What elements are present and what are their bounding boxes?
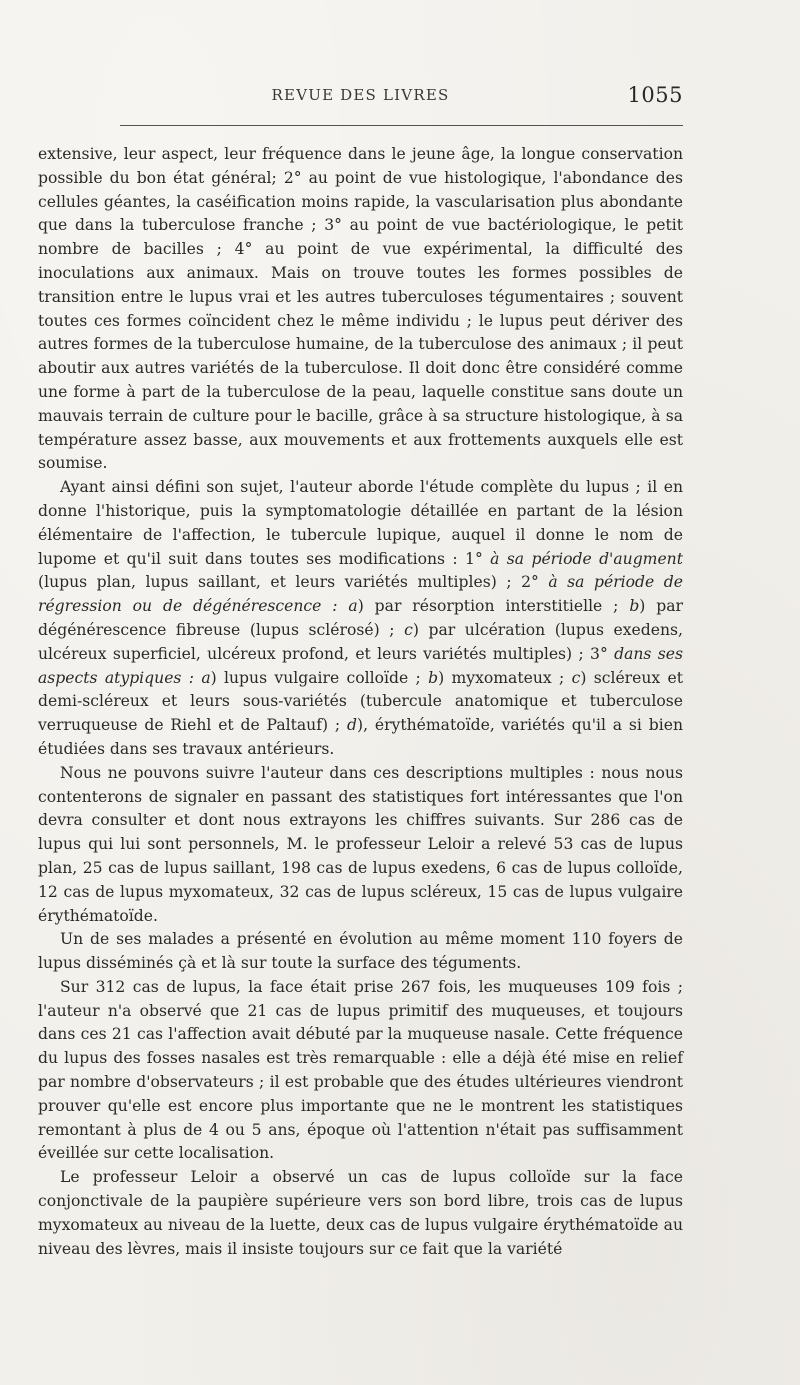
text-run: ) scléreux et demi-scléreux et leurs sous-variétés (tubercule anatomique et tuberculose verruqueuse de Riehl et de Paltauf) ;	[38, 668, 683, 735]
text-run: Un de ses malades a présenté en évolution au même moment 110 foyers de lupus disséminés çà et là sur toute la surface des téguments.	[38, 930, 683, 973]
paragraph	[38, 476, 683, 762]
text-run: Ayant ainsi défini son sujet, l'auteur aborde l'étude complète du lupus ; il en donne l'historique, puis la symptomatologie détaillée en partant de la lésion élémentaire de l'affection, le tubercule lupique, auquel il donne le nom de lupome et qu'il suit dans toutes ses modifications : 1°	[38, 478, 683, 568]
italic-text-run: b	[629, 597, 640, 616]
italic-text-run: c	[571, 668, 581, 687]
paragraph	[38, 1166, 683, 1261]
italic-text-run: a	[348, 597, 358, 616]
text-run: (lupus plan, lupus saillant, et leurs variétés multiples) ; 2°	[38, 573, 549, 592]
italic-text-run: b	[428, 668, 439, 687]
header-rule	[120, 125, 683, 126]
text-run: ) par résorption interstitielle ;	[357, 597, 630, 616]
page-header	[38, 83, 683, 116]
body-text	[38, 143, 683, 1261]
text-run: Sur 312 cas de lupus, la face était prise 267 fois, les muqueuses 109 fois ; l'auteur n'a observé que 21 cas de lupus primitif des muqueuses, et toujours dans ces 21 cas l'affection avait débuté par la muqueuse nasale. Cette fréquence du lupus des fosses nasales est très remarquable : elle a déjà été mise en relief par nombre d'observateurs ; il est probable que des études ultérieures viendront prouver qu'elle est encore plus importante que ne le montrent les statistiques remontant à plus de 4 ou 5 ans, époque où l'attention n'était pas suffisamment éveillée sur cette localisation.	[38, 977, 683, 1163]
text-run: Le professeur Leloir a observé un cas de lupus colloïde sur la face conjonctivale de la paupière supérieure vers son bord libre, trois cas de lupus myxomateux au niveau de la luette, deux cas de lupus vulgaire érythématoïde au niveau des lèvres, mais il insiste toujours sur ce fait que la variété	[38, 1168, 683, 1258]
text-run: ) par dégénérescence fibreuse (lupus sclérosé) ;	[38, 597, 683, 639]
running-title: REVUE DES LIVRES	[271, 86, 450, 104]
italic-text-run: c	[404, 620, 413, 639]
text-run: ) par ulcération (lupus exedens, ulcéreux superficiel, ulcéreux profond, et leurs variétés multiples) ; 3°	[38, 620, 683, 663]
text-run: Nous ne pouvons suivre l'auteur dans ces descriptions multiples : nous nous contenterons de signaler en passant des statistiques fort intéressantes que l'on devra consulter et dont nous extrayons les chiffres suivants. Sur 286 cas de lupus qui lui sont personnels, M. le professeur Leloir a relevé 53 cas de lupus plan, 25 cas de lupus saillant, 198 cas de lupus exedens, 6 cas de lupus colloïde, 12 cas de lupus myxomateux, 32 cas de lupus scléreux, 15 cas de lupus vulgaire érythématoïde.	[38, 763, 683, 925]
text-run: extensive, leur aspect, leur fréquence dans le jeune âge, la longue conservation possible du bon état général; 2° au point de vue histologique, l'abondance des cellules géantes, la caséification moins rapide, la vascularisation plus abondante que dans la tuberculose franche ; 3° au point de vue bactériologique, le petit nombre de bacilles ; 4° au point de vue expérimental, la difficulté des inoculations aux animaux. Mais on trouve toutes les formes possibles de transition entre le lupus vrai et les autres tuberculoses tégumentaires ; souvent toutes ces formes coïncident chez le même individu ; le lupus peut dériver des autres formes de la tuberculose humaine, de la tuberculose des animaux ; il peut aboutir aux autres variétés de la tuberculose. Il doit donc être considéré comme une forme à part de la tuberculose de la peau, laquelle constitue sans doute un mauvais terrain de culture pour le bacille, grâce à sa structure histologique, à sa température assez basse, aux mouvements et aux frottements auxquels elle est soumise.	[38, 145, 683, 473]
paragraph	[38, 762, 683, 929]
paragraph	[38, 143, 683, 476]
italic-text-run: à sa période de régression ou de dégénérescence :	[38, 573, 683, 616]
text-run: ) myxomateux ;	[438, 668, 572, 687]
text-run: ) lupus vulgaire colloïde ;	[210, 668, 429, 687]
text-run: ), érythématoïde, variétés qu'il a si bien étudiées dans ses travaux antérieurs.	[38, 716, 683, 758]
page-number: 1055	[627, 83, 683, 107]
paragraph	[38, 976, 683, 1166]
italic-text-run: dans ses aspects atypiques : a	[38, 644, 683, 687]
text-run	[338, 597, 349, 615]
paragraph	[38, 928, 683, 976]
italic-text-run: d	[347, 716, 357, 735]
italic-text-run: à sa période d'augment	[490, 549, 683, 568]
